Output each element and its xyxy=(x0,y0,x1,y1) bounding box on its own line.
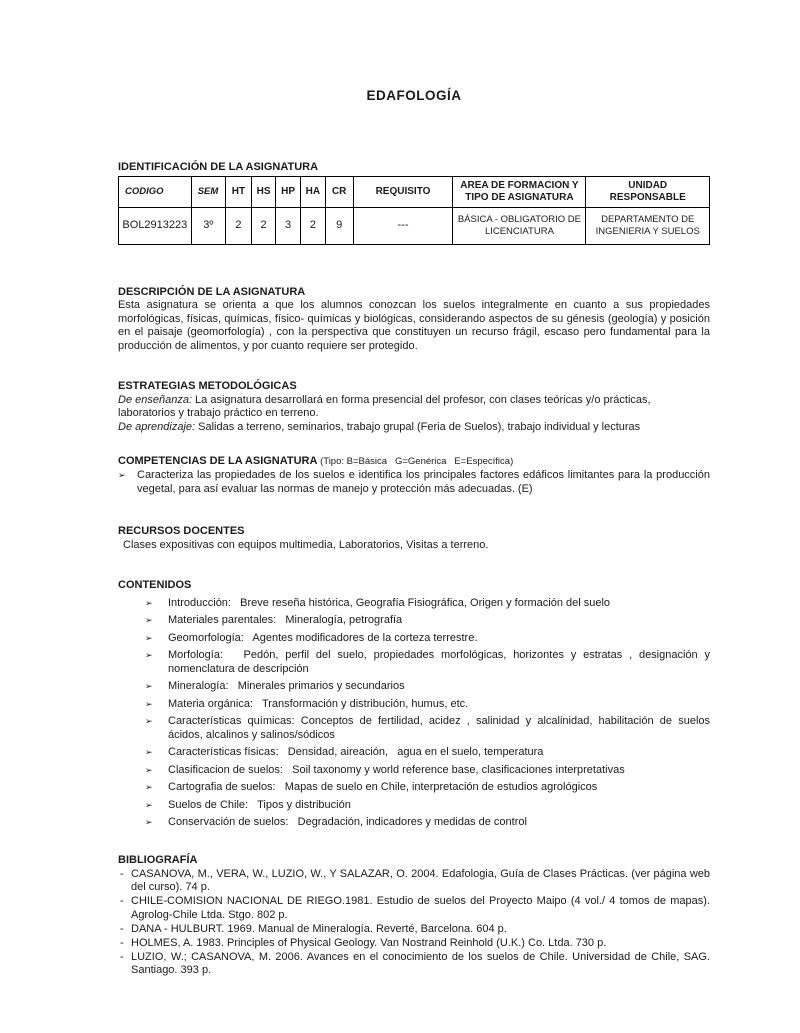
table-cell: 3º xyxy=(191,207,225,244)
estrategias-heading: ESTRATEGIAS METODOLÓGICAS xyxy=(118,380,297,392)
bibliografia-list xyxy=(118,867,714,978)
arrow-bullet-icon: ➢ xyxy=(145,782,153,792)
arrow-bullet-icon: ➢ xyxy=(145,698,153,709)
contenido-item xyxy=(145,632,710,646)
recursos-text: Clases expositivas con equipos multimedia, Laboratorios, Visitas a terreno. xyxy=(123,538,489,551)
table-cell: DEPARTAMENTO DE INGENIERIA Y SUELOS xyxy=(586,207,710,244)
table-header-cell: REQUISITO xyxy=(353,176,453,207)
arrow-bullet-icon: ➢ xyxy=(145,597,153,608)
contenido-text: Clasificacion de suelos: Soil taxonomy y world reference base, clasificaciones interpretativas xyxy=(168,763,625,776)
contenido-item xyxy=(145,680,710,694)
contenido-item xyxy=(145,597,710,611)
arrow-bullet-icon: ➢ xyxy=(145,747,153,757)
estrategia-item xyxy=(118,394,710,421)
contenido-item xyxy=(145,715,714,742)
contenido-text: Morfología: Pedón, perfil del suelo, propiedades morfológicas, horizontes y estratas , designación y nomenclatura de descripción xyxy=(168,649,714,675)
estrategia-text: La asignatura desarrollará en forma presencial del profesor, con clases teóricas y/o prácticas, laboratorios y trabajo práctico en terreno. xyxy=(118,393,654,419)
arrow-bullet-icon: ➢ xyxy=(118,470,126,480)
table-header-cell: UNIDAD RESPONSABLE xyxy=(586,176,710,207)
contenido-text: Conservación de suelos: Degradación, indicadores y medidas de control xyxy=(168,816,527,828)
competencia-text: Caracteriza las propiedades de los suelos e identifica los principales factores edáficos limitantes para la producción vegetal, para así evaluar las normas de manejo y protección más adecuadas. (E) xyxy=(137,469,714,495)
table-cell: 2 xyxy=(225,207,251,244)
section-competencias xyxy=(118,455,714,496)
estrategia-text: Salidas a terreno, seminarios, trabajo grupal (Feria de Suelos), trabajo individual y lecturas xyxy=(195,420,641,433)
contenido-item xyxy=(145,764,710,778)
contenido-item xyxy=(145,781,710,795)
table-cell: 3 xyxy=(276,207,301,244)
estrategia-label: De enseñanza: xyxy=(118,393,192,406)
table-header-cell: CODIGO xyxy=(119,176,192,207)
table-cell: BOL2913223 xyxy=(119,207,192,244)
bibliografia-text: DANA - HULBURT. 1969. Manual de Mineralogía. Reverté, Barcelona. 604 p. xyxy=(131,922,507,935)
contenido-text: Suelos de Chile: Tipos y distribución xyxy=(168,798,351,811)
arrow-bullet-icon: ➢ xyxy=(145,650,153,660)
dash-bullet-icon: - xyxy=(120,867,124,880)
contenido-text: Características químicas: Conceptos de fertilidad, acidez , salinidad y alcalinidad, habilitación de suelos ácidos, alcalinos y salinos/sódicos xyxy=(168,715,714,741)
table-cell: BÁSICA - OBLIGATORIO DE LICENCIATURA xyxy=(453,207,586,244)
contenido-item xyxy=(145,746,710,760)
bibliografia-text: HOLMES, A. 1983. Principles of Physical Geology. Van Nostrand Reinhold (U.K.) Co. Ltda. 730 p. xyxy=(131,936,607,949)
competencias-heading-text: COMPETENCIAS DE LA ASIGNATURA xyxy=(118,455,321,467)
arrow-bullet-icon: ➢ xyxy=(145,764,153,775)
contenido-text: Materia orgánica: Transformación y distribución, humus, etc. xyxy=(168,697,469,710)
contenido-text: Geomorfología: Agentes modificadores de la corteza terrestre. xyxy=(168,631,478,644)
descripcion-heading: DESCRIPCIÓN DE LA ASIGNATURA xyxy=(118,285,306,298)
table-header-cell: HA xyxy=(300,176,325,207)
competencia-item xyxy=(118,469,714,496)
dash-bullet-icon: - xyxy=(120,922,124,935)
competencias-list xyxy=(118,469,714,496)
contenido-item xyxy=(145,698,710,712)
dash-bullet-icon: - xyxy=(120,936,124,949)
arrow-bullet-icon: ➢ xyxy=(145,615,153,625)
table-header-cell: HP xyxy=(276,176,301,207)
estrategia-label: De aprendizaje: xyxy=(118,420,196,433)
table-row xyxy=(119,207,710,244)
estrategias-list xyxy=(118,394,710,435)
section-recursos xyxy=(118,525,710,552)
arrow-bullet-icon: ➢ xyxy=(145,716,153,726)
arrow-bullet-icon: ➢ xyxy=(145,681,153,691)
document-title: EDAFOLOGÍA xyxy=(366,88,462,103)
estrategia-item xyxy=(118,421,710,435)
contenidos-list xyxy=(118,596,714,830)
identificacion-table xyxy=(118,176,710,245)
section-identificacion xyxy=(118,161,710,245)
dash-bullet-icon: - xyxy=(120,895,124,907)
identificacion-heading: IDENTIFICACIÓN DE LA ASIGNATURA xyxy=(118,161,319,173)
section-bibliografia xyxy=(118,853,714,978)
competencias-heading xyxy=(118,455,710,469)
table-header-cell: SEM xyxy=(191,176,225,207)
table-header-cell: AREA DE FORMACION Y TIPO DE ASIGNATURA xyxy=(453,176,586,207)
descripcion-text: Esta asignatura se orienta a que los alumnos conozcan los suelos integralmente en cuanto a sus propiedades morfológicas, físicas, químicas, físico- químicas y biológicas, considerando aspectos de su génesis (geología) y posición en el paisaje (geomorfología) , con la perspectiva que constituyen un recurso frágil, escaso pero fundamental para la producción de alimentos, y por cuanto requiere ser protegido. xyxy=(118,299,714,352)
table-header-row xyxy=(119,176,710,207)
section-estrategias xyxy=(118,380,710,434)
arrow-bullet-icon: ➢ xyxy=(145,632,153,643)
contenidos-heading: CONTENIDOS xyxy=(118,579,192,591)
recursos-heading: RECURSOS DOCENTES xyxy=(118,525,245,537)
dash-bullet-icon: - xyxy=(120,950,124,963)
contenido-text: Materiales parentales: Mineralogía, petrografía xyxy=(168,614,403,626)
bibliografia-item xyxy=(118,895,713,922)
table-cell: 2 xyxy=(251,207,275,244)
section-contenidos xyxy=(118,579,714,830)
contenido-item xyxy=(145,816,710,830)
bibliografia-heading: BIBLIOGRAFÍA xyxy=(118,853,198,866)
table-cell: --- xyxy=(353,207,453,244)
contenido-text: Introducción: Breve reseña histórica, Geografía Fisiográfica, Origen y formación del suelo xyxy=(168,596,611,609)
bibliografia-text: LUZIO, W.; CASANOVA, M. 2006. Avances en el conocimiento de los suelos de Chile. Universidad de Chile, SAG. Santiago. 393 p. xyxy=(131,950,714,976)
table-cell: 9 xyxy=(325,207,353,244)
arrow-bullet-icon: ➢ xyxy=(145,799,153,810)
contenido-text: Características físicas: Densidad, aireación, agua en el suelo, temperatura xyxy=(168,746,544,758)
section-descripcion xyxy=(118,285,714,354)
contenido-text: Mineralogía: Minerales primarios y secundarios xyxy=(168,680,405,692)
competencias-heading-note: (Tipo: B=Básica G=Genérica E=Específica) xyxy=(320,456,514,467)
bibliografia-item xyxy=(118,923,710,937)
contenido-item xyxy=(145,649,714,676)
contenido-item xyxy=(145,799,710,813)
bibliografia-item xyxy=(118,950,714,978)
bibliografia-item xyxy=(118,867,714,895)
bibliografia-item xyxy=(118,937,710,951)
table-header-cell: CR xyxy=(325,176,353,207)
bibliografia-text: CASANOVA, M., VERA, W., LUZIO, W., Y SALAZAR, O. 2004. Edafologia, Guía de Clases Prácticas. (ver página web del curso). 74 p. xyxy=(131,867,714,893)
arrow-bullet-icon: ➢ xyxy=(145,817,153,827)
contenido-item xyxy=(145,614,710,628)
bibliografia-text: CHILE-COMISION NACIONAL DE RIEGO.1981. Estudio de suelos del Proyecto Maipo (4 vol./ 4 tomos de mapas). Agrolog-Chile Ltda. Stgo. 802 p. xyxy=(131,895,713,921)
table-cell: 2 xyxy=(300,207,325,244)
contenido-text: Cartografia de suelos: Mapas de suelo en Chile, interpretación de estudios agrológicos xyxy=(168,781,598,793)
table-header-cell: HS xyxy=(251,176,275,207)
table-header-cell: HT xyxy=(225,176,251,207)
